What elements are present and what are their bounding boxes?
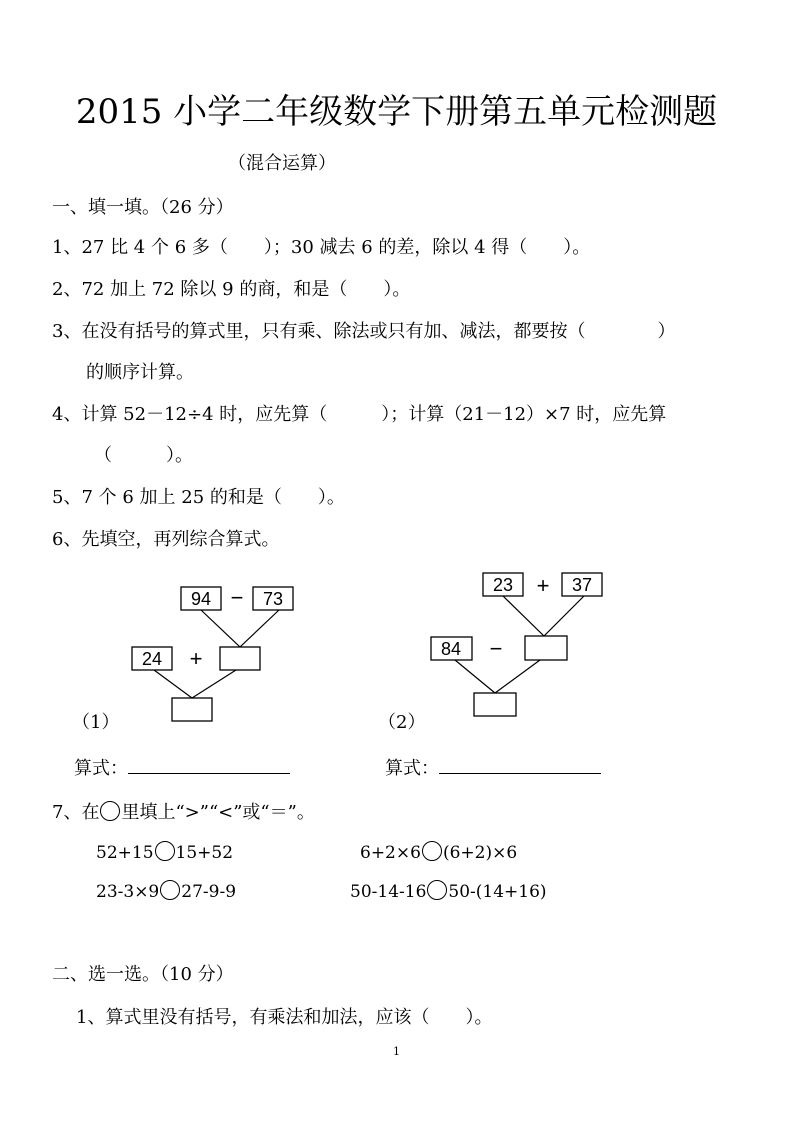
question-3-line2: 的顺序计算。 <box>86 362 194 383</box>
question-4-line1: 4、计算 52－12÷4 时，应先算（ ）；计算（21－12）×7 时，应先算 <box>52 404 667 425</box>
diagram1-mid-left: 24 <box>141 649 163 669</box>
question-2: 2、72 加上 72 除以 9 的商，和是（ ）。 <box>52 279 411 300</box>
diagram2-connector <box>503 596 544 636</box>
diagram2-formula <box>385 754 601 780</box>
question-6: 6、先填空，再列综合算式。 <box>52 529 280 550</box>
section2-question-1: 1、算式里没有括号，有乘法和加法，应该（ ）。 <box>76 1007 493 1028</box>
section1-heading: 一、填一填。（26 分） <box>52 197 234 218</box>
compare-right: (6+2)×6 <box>442 843 518 863</box>
diagram2-mid-op: − <box>489 636 503 661</box>
compare-right: 27-9-9 <box>181 882 237 902</box>
question-4-line2: （ ）。 <box>94 445 193 466</box>
diagram2-connector <box>455 660 495 693</box>
diagram2-formula-blank[interactable] <box>439 759 601 774</box>
compare-item <box>360 841 517 863</box>
diagram1-connector <box>201 610 240 647</box>
diagram2-top-right: 37 <box>571 575 593 595</box>
diagram1-top-right: 73 <box>262 589 284 609</box>
compare-item <box>96 880 236 902</box>
diagram1-formula-blank[interactable] <box>128 759 290 774</box>
diagram1-formula-label: 算式： <box>74 758 128 779</box>
diagram2-label: （2） <box>378 712 426 733</box>
diagram1-answer-box-mid[interactable] <box>220 647 260 670</box>
question-3-line1: 3、在没有括号的算式里，只有乘、除法或只有加、减法，都要按（ ） <box>52 321 676 342</box>
question-7-prefix: 7、在 <box>52 802 100 823</box>
compare-item <box>350 880 547 902</box>
diagram1-formula <box>74 754 290 780</box>
compare-circle[interactable] <box>160 880 180 900</box>
diagram2-connector <box>495 660 540 693</box>
compare-circle[interactable] <box>427 880 447 900</box>
diagram2-top-op: + <box>536 573 550 598</box>
compare-left: 52+15 <box>96 843 154 863</box>
compare-right: 50-(14+16) <box>448 882 547 902</box>
question-5: 5、7 个 6 加上 25 的和是（ ）。 <box>52 487 345 508</box>
diagram1-connector <box>154 670 192 698</box>
diagram1-mid-op: + <box>189 646 203 671</box>
diagram1-label: （1） <box>72 712 120 733</box>
section2-heading: 二、选一选。（10 分） <box>52 964 234 985</box>
compare-item <box>96 841 233 863</box>
page-number: 1 <box>393 1045 400 1058</box>
question-7 <box>52 798 315 824</box>
compare-left: 23-3×9 <box>96 882 160 902</box>
diagram-2 <box>431 573 602 716</box>
page-subtitle: （混合运算） <box>228 153 336 174</box>
diagram1-connector <box>192 670 236 698</box>
diagram2-formula-label: 算式： <box>385 758 439 779</box>
circle-icon <box>100 801 120 821</box>
diagram2-top-left: 23 <box>492 575 514 595</box>
page-title: 2015 小学二年级数学下册第五单元检测题 <box>75 92 718 132</box>
compare-circle[interactable] <box>155 841 175 861</box>
diagram2-answer-box-bottom[interactable] <box>474 693 516 716</box>
diagram1-top-op: − <box>230 585 244 610</box>
diagram2-mid-left: 84 <box>440 639 462 659</box>
compare-right: 15+52 <box>175 843 234 863</box>
compare-circle[interactable] <box>422 841 442 861</box>
diagram2-answer-box-mid[interactable] <box>525 636 567 660</box>
question-1: 1、27 比 4 个 6 多（ ）；30 减去 6 的差，除以 4 得（ ）。 <box>52 237 591 258</box>
compare-left: 6+2×6 <box>360 843 421 863</box>
diagram1-connector <box>240 610 279 647</box>
diagram-1 <box>132 585 293 721</box>
diagram2-connector <box>544 596 584 636</box>
diagram1-answer-box-bottom[interactable] <box>172 698 212 721</box>
question-7-suffix: 里填上“>”“<”或“＝”。 <box>121 802 315 823</box>
compare-left: 50-14-16 <box>350 882 427 902</box>
diagram1-top-left: 94 <box>190 589 212 609</box>
